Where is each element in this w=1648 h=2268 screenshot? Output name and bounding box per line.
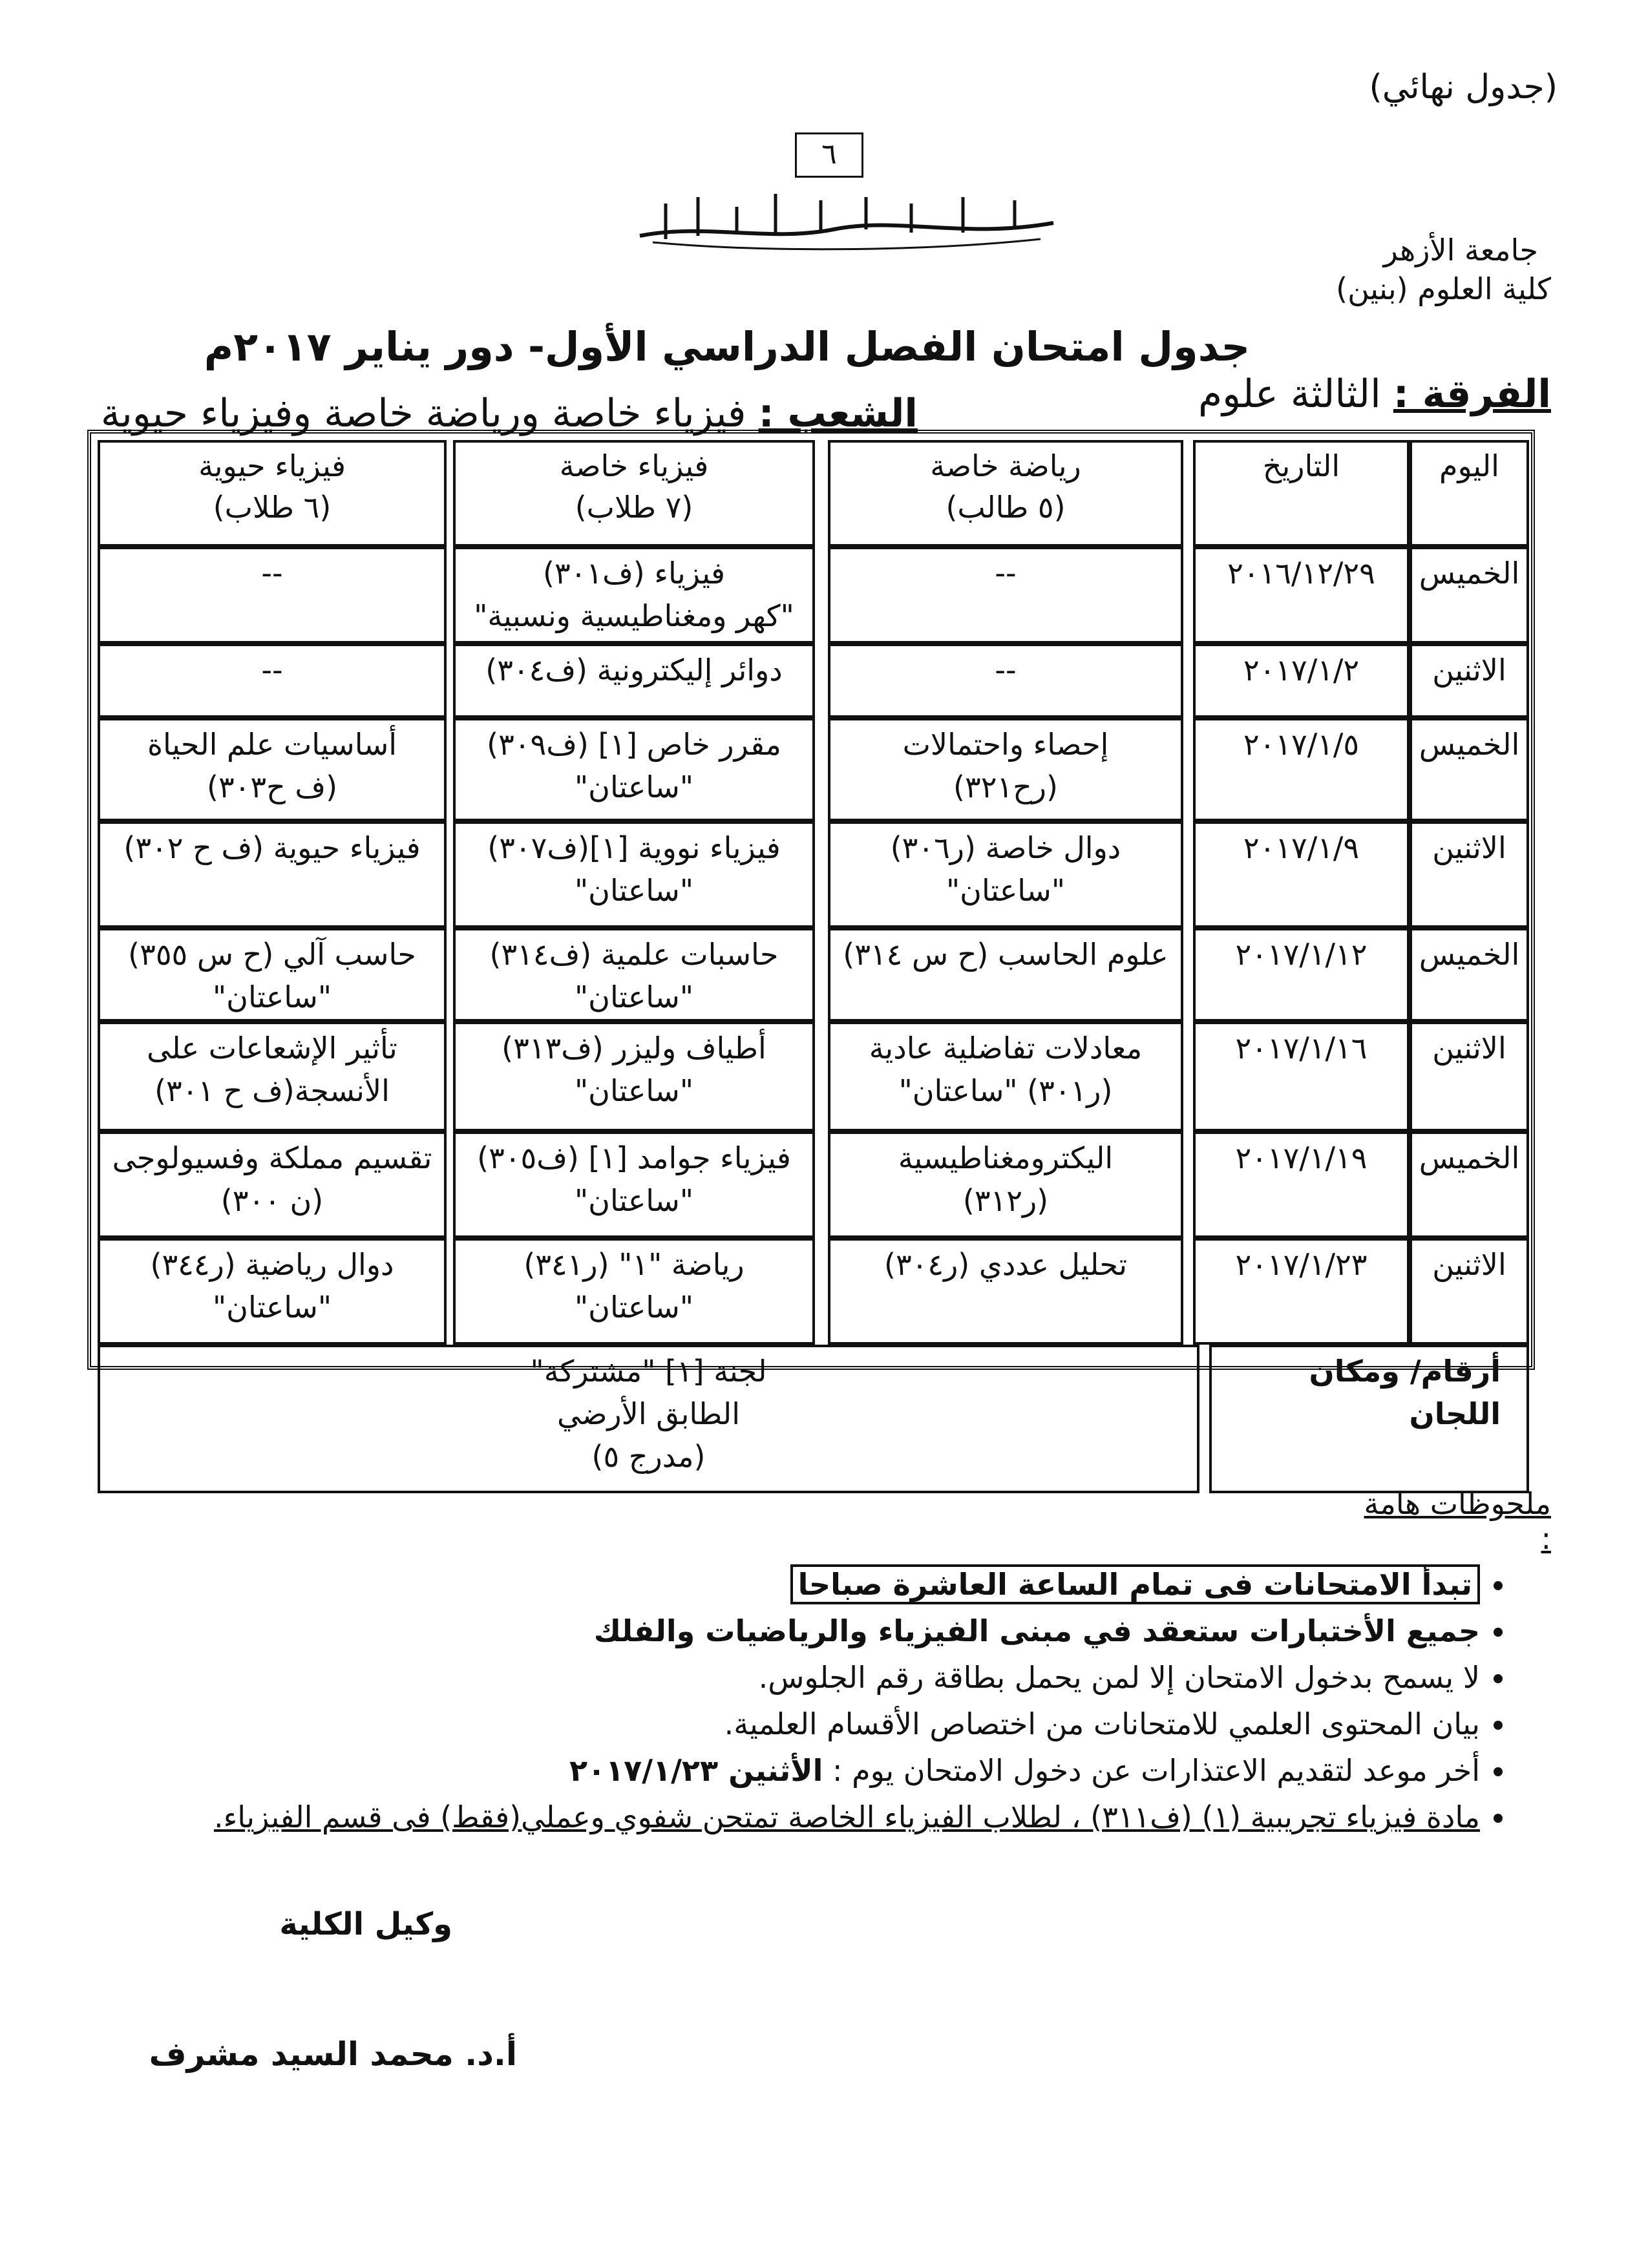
note-item	[155, 1657, 1480, 1698]
table-cell-biophysics	[98, 1022, 447, 1131]
cell-line: اليكترومغناطيسية	[898, 1140, 1114, 1175]
cell-line: "ساعتان"	[575, 873, 693, 908]
col-header-date: التاريخ	[1193, 440, 1410, 547]
col-header-physics	[453, 440, 815, 547]
page-number: ٦	[795, 132, 863, 178]
note-item	[155, 1610, 1480, 1652]
cell-line: تقسيم مملكة وفسيولوجى	[112, 1140, 432, 1175]
cell-line: فيزياء جوامد [١] (ف٣٠٥)	[477, 1140, 791, 1175]
table-cell-date: ٢٠١٧/١/٩	[1193, 821, 1410, 928]
note-item	[155, 1564, 1480, 1605]
sections-label: الشعب :	[758, 391, 918, 436]
grade-label: الفرقة :	[1393, 372, 1551, 417]
table-cell-math	[828, 547, 1183, 644]
cell-line: "ساعتان"	[575, 1073, 693, 1108]
table-cell-biophysics	[98, 644, 447, 718]
cell-line: فيزياء (ف٣٠١)	[542, 556, 726, 591]
biophysics-count: (٦ طلاب)	[213, 490, 332, 525]
table-cell-date: ٢٠١٧/١/٢	[1193, 644, 1410, 718]
exam-table	[87, 430, 1535, 1474]
biophysics-name: فيزياء حيوية	[198, 448, 346, 483]
cell-line: "ساعتان"	[575, 770, 693, 804]
cell-line: "ساعتان"	[575, 1183, 693, 1218]
table-cell-physics	[453, 821, 815, 928]
committee-label: أرقام/ ومكان اللجان	[1209, 1345, 1529, 1493]
committee-line: (مدرج ٥)	[591, 1439, 706, 1474]
cell-line: دوائر إليكترونية (ف٣٠٤)	[485, 653, 783, 688]
note-item	[155, 1703, 1480, 1745]
table-cell-biophysics	[98, 718, 447, 821]
table-cell-date: ٢٠١٦/١٢/٢٩	[1193, 547, 1410, 644]
cell-line: أطياف وليزر (ف٣١٣)	[502, 1031, 766, 1066]
table-cell-day: الاثنين	[1410, 1238, 1529, 1345]
table-cell-day: الخميس	[1410, 1131, 1529, 1238]
table-cell-math	[828, 821, 1183, 928]
note-practical: مادة فيزياء تجريبية (١) (ف٣١١) ، لطلاب الفيزياء الخاصة تمتحن شفوي وعملي(فقط) فى قسم الفيزياء.	[214, 1800, 1480, 1834]
grade-line	[1176, 372, 1551, 417]
table-cell-biophysics	[98, 547, 447, 644]
col-header-day: اليوم	[1410, 440, 1529, 547]
faculty-name: كلية العلوم (بنين)	[1336, 271, 1551, 306]
cell-line: --	[995, 556, 1017, 591]
table-cell-physics	[453, 1022, 815, 1131]
table-cell-biophysics	[98, 1238, 447, 1345]
university-name: جامعة الأزهر	[1383, 233, 1538, 268]
bismillah-calligraphy	[627, 178, 1066, 255]
table-cell-physics	[453, 644, 815, 718]
table-cell-day: الاثنين	[1410, 644, 1529, 718]
table-cell-math	[828, 644, 1183, 718]
cell-line: مقرر خاص [١] (ف٣٠٩)	[487, 727, 781, 762]
cell-line: (ف ح٣٠٣)	[206, 770, 338, 804]
sections-value: فيزياء خاصة ورياضة خاصة وفيزياء حيوية	[100, 391, 746, 436]
table-cell-day: الخميس	[1410, 928, 1529, 1022]
cell-line: (ر٣٠١) "ساعتان"	[898, 1073, 1113, 1108]
cell-line: "ساعتان"	[213, 980, 332, 1014]
table-cell-physics	[453, 547, 815, 644]
cell-line: "كهر ومغناطيسية ونسبية"	[474, 598, 794, 633]
table-cell-math	[828, 1022, 1183, 1131]
cell-line: إحصاء واحتمالات	[902, 727, 1109, 762]
cell-line: دوال رياضية (ر٣٤٤)	[150, 1247, 394, 1282]
table-cell-physics	[453, 718, 815, 821]
page-title: جدول امتحان الفصل الدراسي الأول- دور يناير ٢٠١٧م	[204, 323, 1251, 370]
table-cell-day: الاثنين	[1410, 1022, 1529, 1131]
cell-line: "ساعتان"	[213, 1290, 332, 1325]
cell-line: تأثير الإشعاعات على	[147, 1031, 397, 1066]
table-cell-date: ٢٠١٧/١/١٩	[1193, 1131, 1410, 1238]
math-name: رياضة خاصة	[930, 448, 1081, 483]
table-cell-date: ٢٠١٧/١/١٢	[1193, 928, 1410, 1022]
note-item	[155, 1796, 1480, 1838]
cell-line: "ساعتان"	[575, 1290, 693, 1325]
cell-line: --	[995, 653, 1017, 688]
table-cell-math	[828, 928, 1183, 1022]
note-seat-card: لا يسمح بدخول الامتحان إلا لمن يحمل بطاقة رقم الجلوس.	[758, 1660, 1480, 1695]
cell-line: حاسب آلي (ح س ٣٥٥)	[128, 937, 416, 972]
table-cell-day: الخميس	[1410, 718, 1529, 821]
cell-line: --	[261, 556, 283, 591]
final-schedule-label: (جدول نهائي)	[1369, 68, 1558, 107]
cell-line: الأنسجة(ف ح ٣٠١)	[154, 1073, 390, 1108]
cell-line: "ساعتان"	[575, 980, 693, 1014]
table-cell-physics	[453, 928, 815, 1022]
table-cell-physics	[453, 1238, 815, 1345]
table-cell-date: ٢٠١٧/١/٥	[1193, 718, 1410, 821]
col-header-biophysics	[98, 440, 447, 547]
cell-line: تحليل عددي (ر٣٠٤)	[883, 1247, 1127, 1282]
cell-line: فيزياء نووية [١](ف٣٠٧)	[487, 830, 781, 865]
cell-line: معادلات تفاضلية عادية	[869, 1031, 1143, 1066]
table-cell-math	[828, 718, 1183, 821]
physics-count: (٧ طلاب)	[575, 490, 693, 525]
notes-list	[155, 1564, 1519, 1843]
note-content: بيان المحتوى العلمي للامتحانات من اختصاص الأقسام العلمية.	[724, 1706, 1480, 1741]
table-cell-physics	[453, 1131, 815, 1238]
committee-line: لجنة [١] "مشتركة"	[530, 1354, 767, 1389]
table-cell-biophysics	[98, 1131, 447, 1238]
cell-line: --	[261, 653, 283, 688]
cell-line: "ساعتان"	[946, 873, 1065, 908]
table-cell-math	[828, 1238, 1183, 1345]
table-cell-biophysics	[98, 928, 447, 1022]
table-cell-day: الخميس	[1410, 547, 1529, 644]
table-cell-date: ٢٠١٧/١/٢٣	[1193, 1238, 1410, 1345]
cell-line: علوم الحاسب (ح س ٣١٤)	[843, 937, 1168, 972]
note-start-time: تبدأ الامتحانات فى تمام الساعة العاشرة صباحا	[790, 1564, 1480, 1604]
deputy-title: وكيل الكلية	[279, 1906, 452, 1942]
table-cell-biophysics	[98, 821, 447, 928]
note-location: جميع الأختبارات ستعقد في مبنى الفيزياء والرياضيات والفلك	[593, 1613, 1480, 1648]
signer-name: أ.د. محمد السيد مشرف	[149, 2035, 517, 2073]
note-deadline-date: الأثنين ٢٠١٧/١/٢٣	[569, 1753, 823, 1788]
table-cell-day: الاثنين	[1410, 821, 1529, 928]
cell-line: حاسبات علمية (ف٣١٤)	[489, 937, 779, 972]
cell-line: (ر٣١٢)	[962, 1183, 1049, 1218]
cell-line: دوال خاصة (ر٣٠٦)	[890, 830, 1121, 865]
grade-value: الثالثة علوم	[1198, 372, 1381, 417]
cell-line: رياضة "١" (ر٣٤١)	[523, 1247, 745, 1282]
notes-title: ملحوظات هامة :	[1364, 1486, 1551, 1556]
table-cell-date: ٢٠١٧/١/١٦	[1193, 1022, 1410, 1131]
table-cell-math	[828, 1131, 1183, 1238]
col-header-math	[828, 440, 1183, 547]
committee-line: الطابق الأرضي	[557, 1396, 740, 1431]
committee-info	[98, 1345, 1199, 1493]
cell-line: (رح٣٢١)	[953, 770, 1058, 804]
cell-line: فيزياء حيوية (ف ح ٣٠٢)	[123, 830, 421, 865]
note-item	[155, 1750, 1480, 1791]
note-deadline-text: أخر موعد لتقديم الاعتذارات عن دخول الامتحان يوم :	[832, 1753, 1480, 1788]
physics-name: فيزياء خاصة	[559, 448, 709, 483]
cell-line: أساسيات علم الحياة	[147, 727, 397, 762]
cell-line: (ن ٣٠٠)	[220, 1183, 324, 1218]
math-count: (٥ طالب)	[945, 490, 1066, 525]
